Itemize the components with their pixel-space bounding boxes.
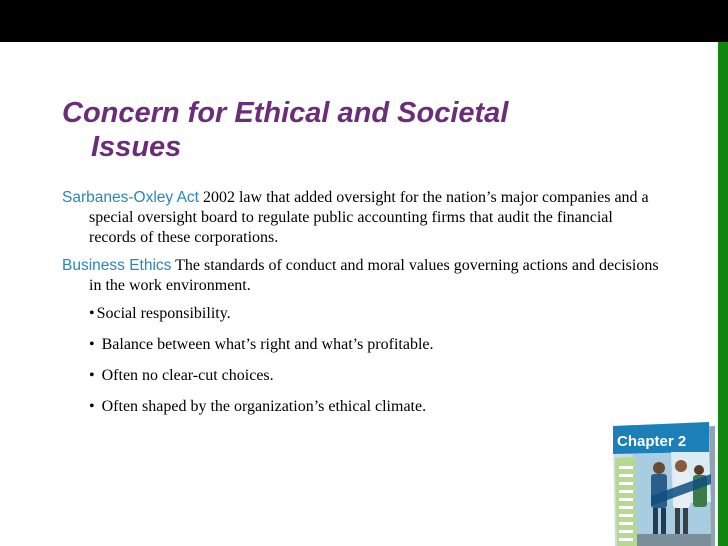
slide-title xyxy=(62,96,622,164)
definition-text: The standards of conduct and moral values governing actions and decisions in the work environment. xyxy=(89,257,659,294)
bullet-list xyxy=(62,304,662,417)
definition-sarbanes-oxley xyxy=(62,188,662,248)
slide-title-line-2: Issues xyxy=(91,131,182,163)
bullet-icon: • xyxy=(89,367,95,384)
chapter-book-cover xyxy=(611,422,716,546)
bullet-icon: • xyxy=(89,305,95,322)
top-bar xyxy=(0,0,728,42)
list-item: • Social responsibility. xyxy=(89,305,231,322)
slide-title-line-1: Concern for Ethical and Societal xyxy=(62,97,509,129)
term-business-ethics: Business Ethics xyxy=(62,257,172,274)
list-item: • Often no clear-cut choices. xyxy=(89,367,274,384)
list-item: • Often shaped by the organization’s ethical climate. xyxy=(89,398,427,415)
side-accent-bar xyxy=(718,42,728,546)
bullet-icon: • xyxy=(89,398,95,415)
list-item: • Balance between what’s right and what’s profitable. xyxy=(89,336,434,353)
term-sarbanes-oxley: Sarbanes-Oxley Act xyxy=(62,189,199,206)
book-cover-label: Chapter 2 xyxy=(617,433,687,450)
definition-text: 2002 law that added oversight for the nation’s major companies and a special oversight board to regulate public accounting firms that audit the financial records of these corporations. xyxy=(89,189,649,246)
book-cover-image xyxy=(611,422,716,546)
slide-body xyxy=(62,188,662,428)
definition-business-ethics xyxy=(62,256,662,296)
bullet-icon: • xyxy=(89,336,95,353)
